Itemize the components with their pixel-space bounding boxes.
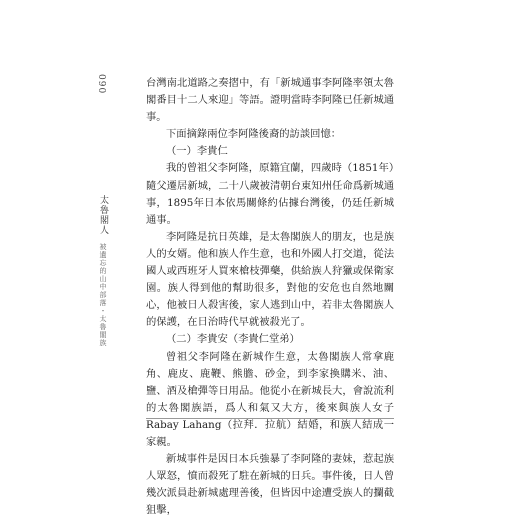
paragraph: 我的曾祖父李阿隆，原籍宜蘭，四歲時（1851年）隨父遷居新城，二十八歲被清朝台東知州任命爲新城通事，1895年日本依馬關條約佔據台灣後，仍廷任新城通事。 [146,162,394,226]
section-heading: （一）李貴仁 [166,145,228,158]
book-title: 太魯閣人 [98,195,108,235]
paragraph: 台灣南北道路之奏摺中，有「新城通事李阿隆率領太魯閣番目十二人來迎」等語。證明當時李阿隆已任新城通事。 [146,77,394,124]
paragraph: 新城事件是因日本兵強暴了李阿隆的妻妹，惹起族人眾怒，憤而殺死了駐在新城的日兵。事件後，日人曾幾次派員赴新城處理善後，但皆因中途遭受族人的攔截狙擊， [146,453,394,517]
bottom-rule [146,418,394,419]
paragraph: 李阿隆是抗日英雄，是太魯閣族人的朋友，也是族人的女婿。他和族人作生意，也和外國人打交道，從法國人或西班牙人買來槍枝彈藥，供給族人狩獵或保衛家園。族人得到他的幫助很多，對他的安危也自然地關心，他被日人殺害後，家人逃到山中，若非太魯閣族人的保護，在日治時代早就被殺光了。 [146,230,394,329]
book-subtitle: 被遺忘的山中部落・太魯閣族 [99,242,107,347]
section-heading: （二）李貴安（李貴仁堂弟） [166,333,300,346]
body-text [146,75,394,519]
paragraph: 曾祖父李阿隆在新城作生意，太魯閣族人常拿鹿角、鹿皮、鹿鞭、熊膽、砂金，到李家換購米、油、鹽、酒及槍彈等日用品。他從小在新城長大，會說流利的太魯閣族語，爲人和氣又大方，後來與族人女子Rabay Lahang（拉拜．拉航）結婚，和族人結成一家親。 [146,350,394,448]
page-number: 090 [96,74,106,95]
paragraph: 下面摘錄兩位李阿隆後裔的訪談回憶： [166,128,342,141]
running-head [97,195,110,347]
